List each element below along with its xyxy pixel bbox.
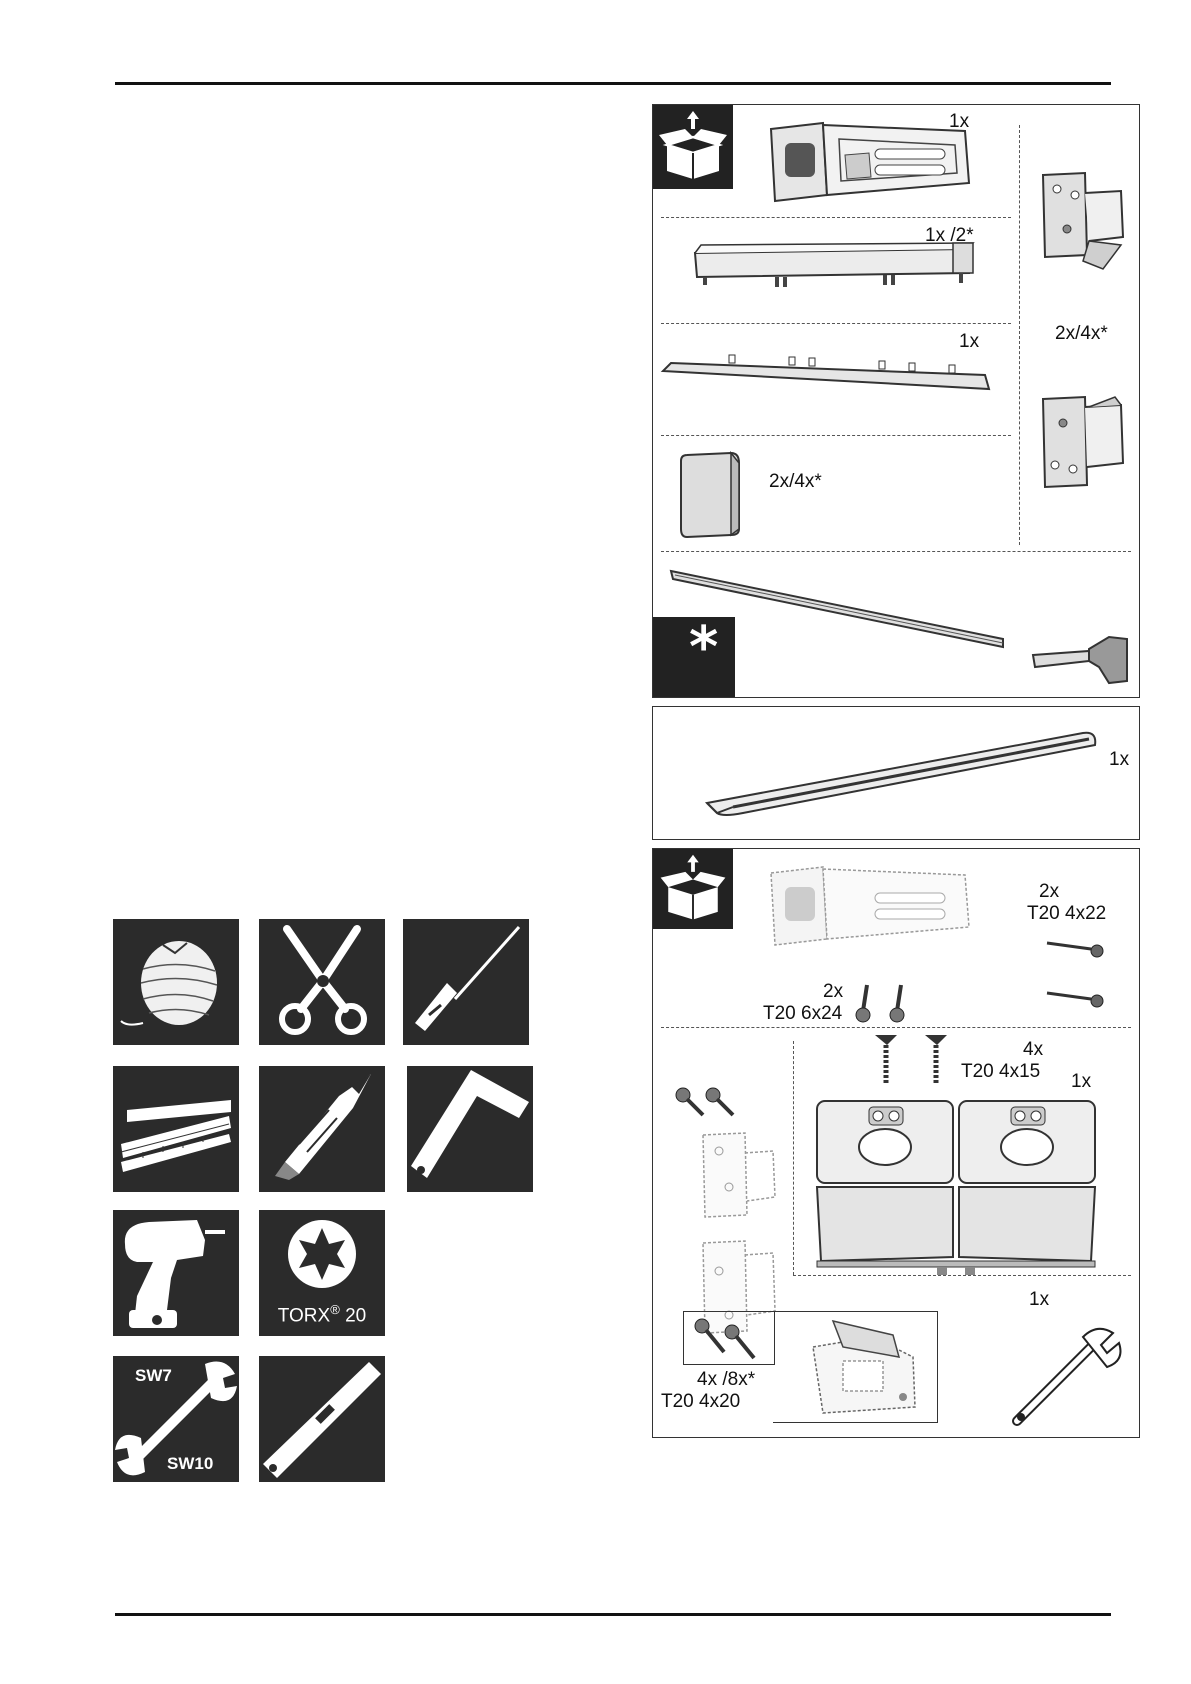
screw-d-spec: T20 4x20 xyxy=(661,1391,741,1412)
torx-size: 20 xyxy=(345,1305,367,1327)
rail-qty: 1x xyxy=(959,331,980,352)
bracket-lower-image xyxy=(1037,393,1129,491)
door-bracket-qty: 1x xyxy=(1071,1071,1092,1092)
cordless-drill-icon xyxy=(113,1210,239,1336)
pencil-icon xyxy=(259,1066,385,1192)
optional-marker-icon xyxy=(653,617,735,697)
torx-registered: ® xyxy=(330,1302,340,1317)
screw-d-qty: 4x /8x* xyxy=(697,1369,756,1390)
bracket-screws-image xyxy=(673,1085,753,1125)
rail-image xyxy=(659,341,999,401)
wrench-sw10-label: SW10 xyxy=(167,1454,214,1473)
screw-a-qty: 2x xyxy=(1039,881,1060,902)
divider xyxy=(793,1275,1131,1276)
screw-a-spec: T20 4x22 xyxy=(1027,903,1107,924)
divider xyxy=(661,1027,1131,1028)
screw-d-box xyxy=(683,1311,775,1365)
wrench-sw7-label: SW7 xyxy=(135,1366,172,1385)
wrench-qty: 1x xyxy=(1029,1289,1050,1310)
torx-bit-icon xyxy=(259,1210,385,1336)
screwdriver-icon xyxy=(403,919,529,1045)
divider xyxy=(661,217,1011,218)
hinge-qty: 1x xyxy=(949,111,970,132)
header-rule xyxy=(115,82,1111,85)
box-spanner-icon xyxy=(259,1356,385,1482)
bracket-upper-image xyxy=(1037,171,1129,273)
wrench-image xyxy=(1003,1323,1123,1433)
bracket-qty: 2x/4x* xyxy=(1055,323,1108,344)
unpack-box-icon xyxy=(653,849,733,929)
twine-icon xyxy=(113,919,239,1045)
divider xyxy=(661,435,1011,436)
screw-c-qty: 4x xyxy=(1023,1039,1044,1060)
divider xyxy=(661,551,1131,552)
hinge-ghost-image xyxy=(765,853,975,951)
screw-c-spec: T20 4x15 xyxy=(961,1061,1041,1082)
fittings-panel xyxy=(652,848,1140,1438)
screw-b-spec: T20 6x24 xyxy=(763,1003,843,1024)
unpack-box-icon xyxy=(653,105,733,189)
divider xyxy=(661,323,1011,324)
screw-c-image xyxy=(871,1031,961,1095)
end-cap-qty: 2x/4x* xyxy=(769,471,822,492)
hinge-assembly-image xyxy=(765,109,975,207)
cover-strip-image xyxy=(691,239,981,295)
parts-panel xyxy=(652,104,1140,698)
square-icon xyxy=(407,1066,533,1192)
screw-b-qty: 2x xyxy=(823,981,844,1002)
torx-label: TORX xyxy=(277,1305,331,1327)
divider xyxy=(793,1041,794,1275)
bracket-ghost-image xyxy=(699,1131,779,1341)
optional-mark: * xyxy=(689,615,719,680)
divider xyxy=(1019,125,1020,545)
footer-rule xyxy=(115,1613,1111,1616)
cover-strip-qty: 1x /2* xyxy=(925,225,974,246)
hinge-detail-image xyxy=(803,1317,933,1417)
seal-strip-image xyxy=(703,717,1099,827)
end-cap-image xyxy=(679,449,745,541)
folding-rule-icon xyxy=(113,1066,239,1192)
screw-a-image xyxy=(1045,933,1109,1013)
seal-panel xyxy=(652,706,1140,840)
open-end-wrench-icon xyxy=(113,1356,239,1482)
door-bracket-image xyxy=(813,1097,1113,1277)
angle-piece-image xyxy=(1029,627,1135,687)
screw-b-image xyxy=(853,981,913,1025)
scissors-icon xyxy=(259,919,385,1045)
seal-qty: 1x xyxy=(1109,749,1130,770)
